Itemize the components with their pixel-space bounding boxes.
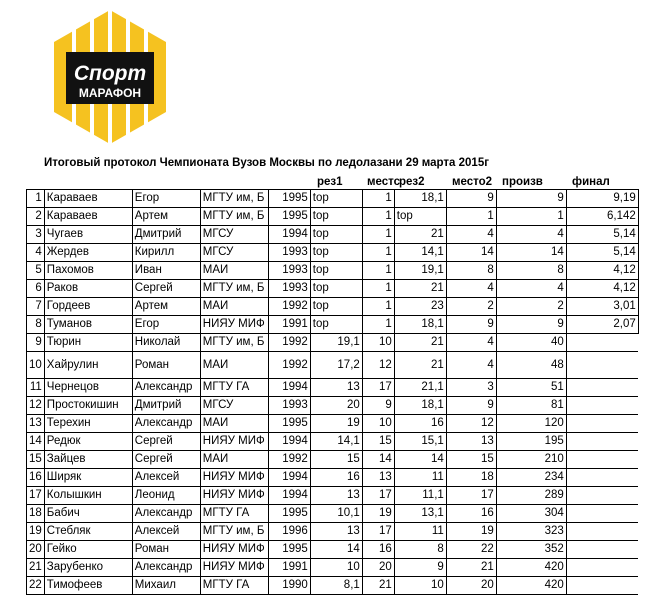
cell-res2: 18,1	[394, 316, 446, 334]
cell-place1: 9	[362, 397, 394, 415]
cell-surname: Бабич	[44, 505, 132, 523]
table-row	[27, 415, 639, 433]
cell-res2: 11	[394, 469, 446, 487]
cell-final	[566, 487, 638, 505]
table-row	[27, 487, 639, 505]
header-res1: рез1	[317, 176, 343, 188]
cell-birth-year: 1992	[268, 451, 310, 469]
header-place1: местс	[367, 176, 401, 188]
cell-place1: 14	[362, 451, 394, 469]
cell-university: НИЯУ МИФ	[200, 469, 268, 487]
cell-final	[566, 352, 638, 379]
cell-rank: 3	[27, 226, 45, 244]
cell-first-name: Дмитрий	[132, 226, 200, 244]
table-row	[27, 433, 639, 451]
table-row	[27, 190, 639, 208]
cell-first-name: Артем	[132, 208, 200, 226]
logo-emblem-icon	[50, 8, 170, 146]
cell-place2: 19	[446, 523, 496, 541]
cell-place2: 4	[446, 280, 496, 298]
cell-res1: top	[310, 262, 362, 280]
cell-final: 5,14	[566, 226, 638, 244]
cell-res1: 17,2	[310, 352, 362, 379]
cell-final: 3,01	[566, 298, 638, 316]
cell-product: 420	[496, 559, 566, 577]
cell-product: 1	[496, 208, 566, 226]
table-row	[27, 352, 639, 379]
cell-first-name: Александр	[132, 505, 200, 523]
cell-surname: Туманов	[44, 316, 132, 334]
cell-birth-year: 1991	[268, 559, 310, 577]
cell-place1: 12	[362, 352, 394, 379]
cell-product: 51	[496, 379, 566, 397]
cell-product: 9	[496, 316, 566, 334]
cell-birth-year: 1990	[268, 577, 310, 595]
cell-final	[566, 397, 638, 415]
cell-product: 210	[496, 451, 566, 469]
cell-university: НИЯУ МИФ	[200, 487, 268, 505]
cell-product: 14	[496, 244, 566, 262]
cell-res1: top	[310, 208, 362, 226]
cell-surname: Караваев	[44, 208, 132, 226]
cell-surname: Колышкин	[44, 487, 132, 505]
cell-surname: Гордеев	[44, 298, 132, 316]
cell-first-name: Александр	[132, 415, 200, 433]
cell-res2: 8	[394, 541, 446, 559]
cell-place2: 18	[446, 469, 496, 487]
cell-rank: 9	[27, 334, 45, 352]
cell-rank: 4	[27, 244, 45, 262]
cell-rank: 12	[27, 397, 45, 415]
cell-product: 40	[496, 334, 566, 352]
cell-first-name: Михаил	[132, 577, 200, 595]
cell-birth-year: 1994	[268, 433, 310, 451]
cell-surname: Чугаев	[44, 226, 132, 244]
table-row	[27, 505, 639, 523]
cell-res2: 19,1	[394, 262, 446, 280]
cell-res1: 13	[310, 379, 362, 397]
table-row	[27, 541, 639, 559]
cell-res2: 15,1	[394, 433, 446, 451]
cell-surname: Раков	[44, 280, 132, 298]
cell-res2: 21,1	[394, 379, 446, 397]
cell-final	[566, 334, 638, 352]
cell-product: 2	[496, 298, 566, 316]
cell-final	[566, 451, 638, 469]
cell-university: НИЯУ МИФ	[200, 316, 268, 334]
cell-rank: 5	[27, 262, 45, 280]
cell-surname: Гейко	[44, 541, 132, 559]
cell-birth-year: 1993	[268, 262, 310, 280]
cell-product: 195	[496, 433, 566, 451]
cell-place2: 22	[446, 541, 496, 559]
cell-rank: 18	[27, 505, 45, 523]
cell-university: НИЯУ МИФ	[200, 541, 268, 559]
cell-res1: 19	[310, 415, 362, 433]
cell-res1: top	[310, 298, 362, 316]
cell-final: 4,12	[566, 280, 638, 298]
table-row	[27, 559, 639, 577]
cell-rank: 6	[27, 280, 45, 298]
page-title: Итоговый протокол Чемпионата Вузов Москвы по ледолазани 29 марта 2015г	[44, 157, 490, 169]
table-row	[27, 469, 639, 487]
cell-product: 4	[496, 226, 566, 244]
cell-place1: 1	[362, 208, 394, 226]
cell-place1: 13	[362, 469, 394, 487]
cell-res1: 16	[310, 469, 362, 487]
cell-final: 2,07	[566, 316, 638, 334]
cell-rank: 1	[27, 190, 45, 208]
cell-first-name: Александр	[132, 559, 200, 577]
cell-final: 4,12	[566, 262, 638, 280]
cell-final	[566, 523, 638, 541]
cell-place2: 4	[446, 352, 496, 379]
cell-first-name: Кирилл	[132, 244, 200, 262]
cell-res1: 19,1	[310, 334, 362, 352]
cell-university: МГСУ	[200, 397, 268, 415]
cell-final	[566, 541, 638, 559]
cell-product: 352	[496, 541, 566, 559]
header-prod: произв	[502, 176, 543, 188]
cell-rank: 20	[27, 541, 45, 559]
cell-rank: 22	[27, 577, 45, 595]
cell-rank: 21	[27, 559, 45, 577]
cell-res2: 11	[394, 523, 446, 541]
cell-rank: 2	[27, 208, 45, 226]
cell-res2: 16	[394, 415, 446, 433]
cell-rank: 7	[27, 298, 45, 316]
table-row	[27, 523, 639, 541]
cell-rank: 19	[27, 523, 45, 541]
cell-place1: 1	[362, 280, 394, 298]
cell-birth-year: 1992	[268, 352, 310, 379]
cell-university: МГСУ	[200, 226, 268, 244]
cell-surname: Чернецов	[44, 379, 132, 397]
cell-birth-year: 1995	[268, 505, 310, 523]
cell-university: МГСУ	[200, 244, 268, 262]
cell-first-name: Сергей	[132, 451, 200, 469]
cell-birth-year: 1994	[268, 226, 310, 244]
cell-res2: 21	[394, 226, 446, 244]
cell-place1: 1	[362, 244, 394, 262]
cell-university: НИЯУ МИФ	[200, 559, 268, 577]
cell-university: МГТУ им, Б	[200, 280, 268, 298]
cell-first-name: Сергей	[132, 433, 200, 451]
cell-first-name: Иван	[132, 262, 200, 280]
cell-product: 4	[496, 280, 566, 298]
cell-birth-year: 1992	[268, 298, 310, 316]
cell-place2: 16	[446, 505, 496, 523]
cell-res1: 14	[310, 541, 362, 559]
cell-rank: 16	[27, 469, 45, 487]
cell-birth-year: 1996	[268, 523, 310, 541]
cell-place1: 10	[362, 415, 394, 433]
cell-place2: 3	[446, 379, 496, 397]
cell-rank: 8	[27, 316, 45, 334]
cell-first-name: Леонид	[132, 487, 200, 505]
cell-rank: 17	[27, 487, 45, 505]
cell-university: МГТУ ГА	[200, 505, 268, 523]
cell-place2: 15	[446, 451, 496, 469]
cell-product: 81	[496, 397, 566, 415]
cell-birth-year: 1995	[268, 541, 310, 559]
table-row	[27, 280, 639, 298]
cell-rank: 10	[27, 352, 45, 379]
cell-res1: top	[310, 244, 362, 262]
cell-surname: Хайрулин	[44, 352, 132, 379]
table-row	[27, 397, 639, 415]
cell-place2: 4	[446, 334, 496, 352]
cell-place2: 9	[446, 397, 496, 415]
cell-final: 6,142	[566, 208, 638, 226]
cell-place2: 21	[446, 559, 496, 577]
cell-birth-year: 1993	[268, 244, 310, 262]
cell-place2: 1	[446, 208, 496, 226]
cell-product: 323	[496, 523, 566, 541]
cell-res2: 14	[394, 451, 446, 469]
cell-surname: Караваев	[44, 190, 132, 208]
cell-product: 120	[496, 415, 566, 433]
cell-birth-year: 1993	[268, 397, 310, 415]
cell-place2: 13	[446, 433, 496, 451]
cell-place2: 4	[446, 226, 496, 244]
cell-product: 48	[496, 352, 566, 379]
cell-first-name: Роман	[132, 541, 200, 559]
cell-final	[566, 559, 638, 577]
cell-rank: 14	[27, 433, 45, 451]
cell-place1: 10	[362, 334, 394, 352]
cell-university: МАИ	[200, 415, 268, 433]
cell-first-name: Егор	[132, 190, 200, 208]
cell-final	[566, 433, 638, 451]
cell-university: МАИ	[200, 298, 268, 316]
cell-res2: 18,1	[394, 397, 446, 415]
cell-place2: 12	[446, 415, 496, 433]
cell-surname: Редюк	[44, 433, 132, 451]
cell-product: 289	[496, 487, 566, 505]
cell-university: МГТУ им, Б	[200, 208, 268, 226]
cell-place1: 1	[362, 226, 394, 244]
cell-place2: 9	[446, 316, 496, 334]
cell-university: МАИ	[200, 262, 268, 280]
cell-university: МГТУ им, Б	[200, 523, 268, 541]
table-row	[27, 379, 639, 397]
cell-place1: 16	[362, 541, 394, 559]
cell-surname: Стебляк	[44, 523, 132, 541]
table-row	[27, 208, 639, 226]
table-row	[27, 226, 639, 244]
cell-res2: 9	[394, 559, 446, 577]
cell-university: МГТУ им, Б	[200, 334, 268, 352]
cell-product: 8	[496, 262, 566, 280]
cell-place1: 1	[362, 298, 394, 316]
cell-place2: 14	[446, 244, 496, 262]
cell-final	[566, 577, 638, 595]
cell-final: 9,19	[566, 190, 638, 208]
cell-surname: Зайцев	[44, 451, 132, 469]
cell-rank: 15	[27, 451, 45, 469]
cell-surname: Простокишин	[44, 397, 132, 415]
cell-university: МГТУ им, Б	[200, 190, 268, 208]
cell-birth-year: 1995	[268, 208, 310, 226]
cell-res2: 10	[394, 577, 446, 595]
cell-place2: 2	[446, 298, 496, 316]
cell-birth-year: 1994	[268, 487, 310, 505]
cell-birth-year: 1992	[268, 334, 310, 352]
cell-first-name: Артем	[132, 298, 200, 316]
cell-surname: Жердев	[44, 244, 132, 262]
cell-rank: 13	[27, 415, 45, 433]
cell-birth-year: 1991	[268, 316, 310, 334]
cell-place1: 21	[362, 577, 394, 595]
cell-res1: top	[310, 316, 362, 334]
cell-place2: 9	[446, 190, 496, 208]
results-table-body	[27, 190, 639, 595]
cell-place2: 20	[446, 577, 496, 595]
header-place2: место2	[452, 176, 493, 188]
cell-final: 5,14	[566, 244, 638, 262]
cell-birth-year: 1993	[268, 280, 310, 298]
cell-res2: 14,1	[394, 244, 446, 262]
table-row	[27, 451, 639, 469]
cell-university: МГТУ ГА	[200, 379, 268, 397]
header-res2: рез2	[399, 176, 425, 188]
cell-place1: 1	[362, 262, 394, 280]
logo-line2: МАРАФОН	[78, 86, 142, 100]
cell-place1: 15	[362, 433, 394, 451]
cell-res1: top	[310, 190, 362, 208]
cell-surname: Пахомов	[44, 262, 132, 280]
cell-res1: 15	[310, 451, 362, 469]
cell-res1: top	[310, 280, 362, 298]
cell-res1: 20	[310, 397, 362, 415]
cell-res1: 10	[310, 559, 362, 577]
cell-place1: 17	[362, 523, 394, 541]
cell-product: 234	[496, 469, 566, 487]
cell-place1: 20	[362, 559, 394, 577]
cell-surname: Тимофеев	[44, 577, 132, 595]
cell-first-name: Сергей	[132, 280, 200, 298]
cell-birth-year: 1995	[268, 190, 310, 208]
cell-place1: 1	[362, 316, 394, 334]
table-row	[27, 316, 639, 334]
cell-res1: 8,1	[310, 577, 362, 595]
cell-first-name: Егор	[132, 316, 200, 334]
cell-product: 9	[496, 190, 566, 208]
table-row	[27, 577, 639, 595]
cell-surname: Ширяк	[44, 469, 132, 487]
logo-line1: Спорт	[73, 62, 147, 85]
cell-res2: 21	[394, 352, 446, 379]
cell-first-name: Николай	[132, 334, 200, 352]
results-table	[26, 189, 639, 595]
cell-surname: Тюрин	[44, 334, 132, 352]
cell-place1: 17	[362, 487, 394, 505]
cell-place2: 8	[446, 262, 496, 280]
cell-res1: 13	[310, 523, 362, 541]
cell-first-name: Александр	[132, 379, 200, 397]
cell-final	[566, 505, 638, 523]
cell-place1: 1	[362, 190, 394, 208]
cell-first-name: Роман	[132, 352, 200, 379]
table-row	[27, 262, 639, 280]
cell-birth-year: 1995	[268, 415, 310, 433]
header-final: финал	[572, 176, 610, 188]
cell-product: 420	[496, 577, 566, 595]
cell-university: МАИ	[200, 352, 268, 379]
cell-place1: 19	[362, 505, 394, 523]
cell-final	[566, 469, 638, 487]
cell-university: МГТУ ГА	[200, 577, 268, 595]
table-row	[27, 298, 639, 316]
cell-res2: 21	[394, 280, 446, 298]
cell-university: МАИ	[200, 451, 268, 469]
cell-res1: top	[310, 226, 362, 244]
cell-birth-year: 1994	[268, 469, 310, 487]
table-row	[27, 334, 639, 352]
cell-res1: 13	[310, 487, 362, 505]
cell-first-name: Дмитрий	[132, 397, 200, 415]
sport-marathon-logo	[50, 8, 170, 146]
cell-surname: Зарубенко	[44, 559, 132, 577]
cell-res1: 14,1	[310, 433, 362, 451]
cell-rank: 11	[27, 379, 45, 397]
cell-university: НИЯУ МИФ	[200, 433, 268, 451]
cell-res2: 11,1	[394, 487, 446, 505]
cell-final	[566, 415, 638, 433]
cell-res2: top	[394, 208, 446, 226]
cell-final	[566, 379, 638, 397]
cell-place1: 17	[362, 379, 394, 397]
table-row	[27, 244, 639, 262]
cell-res2: 13,1	[394, 505, 446, 523]
cell-res2: 23	[394, 298, 446, 316]
cell-surname: Терехин	[44, 415, 132, 433]
cell-first-name: Алексей	[132, 523, 200, 541]
cell-res2: 18,1	[394, 190, 446, 208]
cell-birth-year: 1994	[268, 379, 310, 397]
cell-place2: 17	[446, 487, 496, 505]
cell-res2: 21	[394, 334, 446, 352]
cell-first-name: Алексей	[132, 469, 200, 487]
cell-product: 304	[496, 505, 566, 523]
cell-res1: 10,1	[310, 505, 362, 523]
